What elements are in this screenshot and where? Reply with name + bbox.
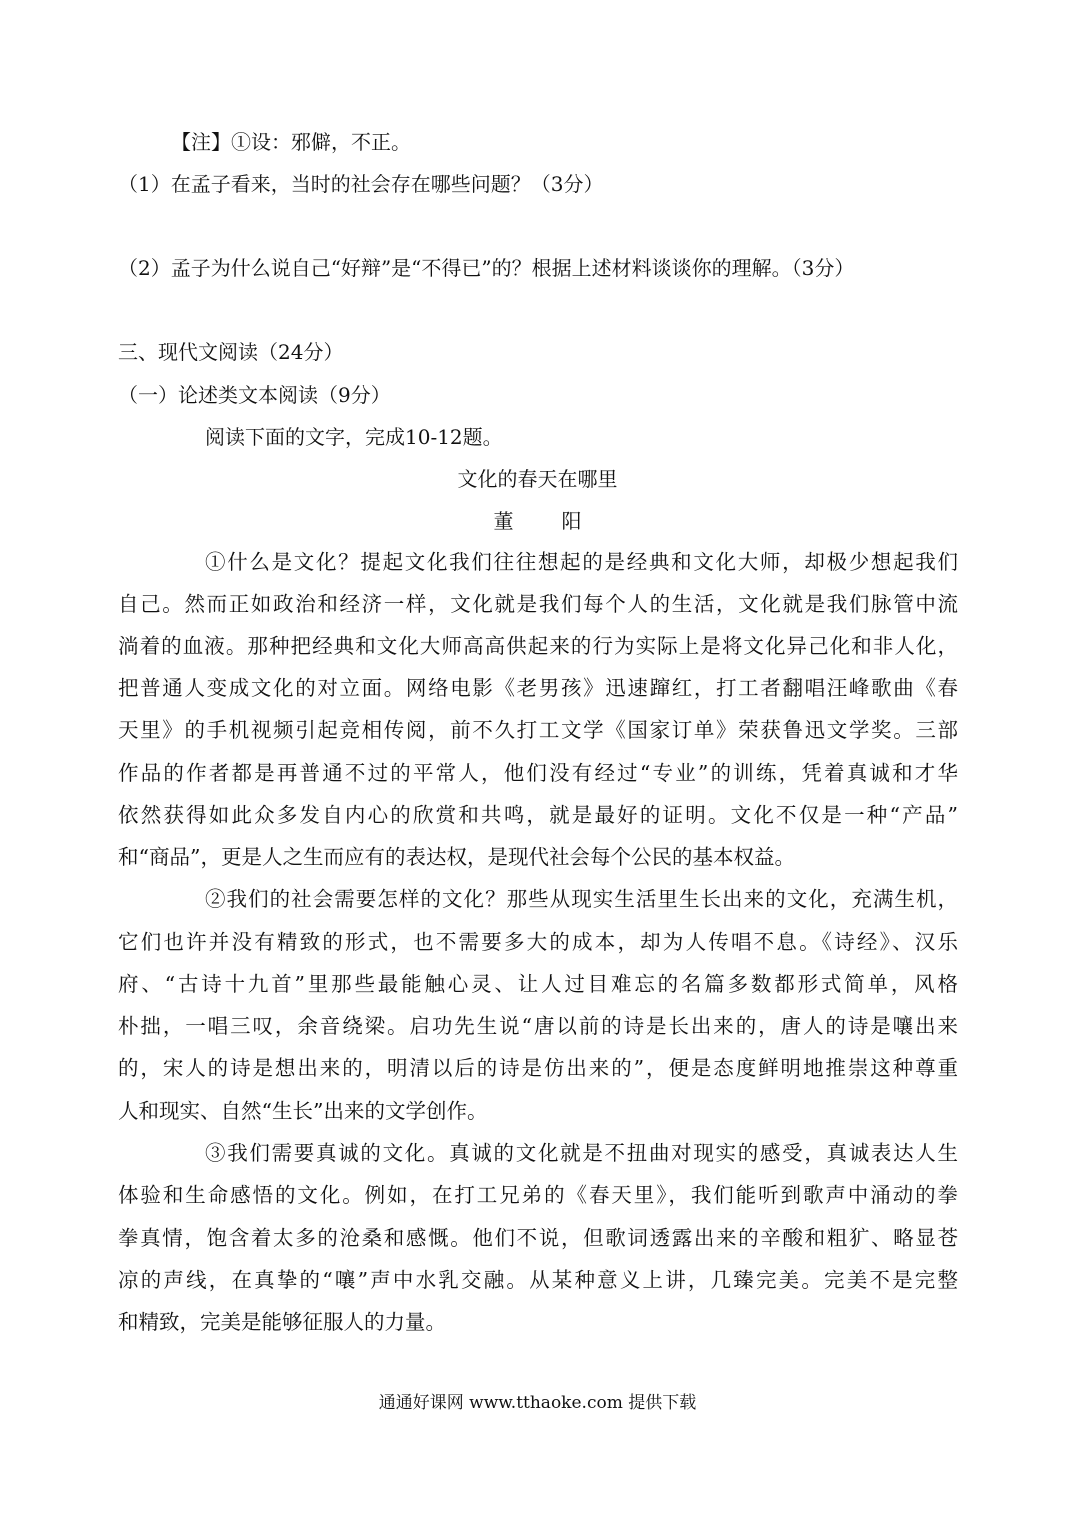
page-footer: 通通好课网 www.tthaoke.com 提供下载 (378, 1393, 697, 1413)
question-2: （2）孟子为什么说自己“好辩”是“不得已”的？根据上述材料谈谈你的理解。（3分） (118, 256, 855, 280)
article-author (0, 509, 1075, 533)
article-title: 文化的春天在哪里 (457, 467, 618, 491)
author-name: 董阳 (493, 509, 630, 533)
paragraph-line: 自己。然而正如政治和经济一样，文化就是我们每个人的生活，文化就是我们脉管中流 (118, 592, 958, 616)
paragraph-line: 和精致，完美是能够征服人的力量。 (118, 1310, 446, 1334)
question-1: （1）在孟子看来，当时的社会存在哪些问题？（3分） (118, 172, 604, 196)
paragraph-line: 的，宋人的诗是想出来的，明清以后的诗是仿出来的”，便是态度鲜明地推崇这种尊重 (118, 1056, 958, 1080)
paragraph-line: ①什么是文化？提起文化我们往往想起的是经典和文化大师，却极少想起我们 (205, 550, 958, 574)
paragraph-line: 淌着的血液。那种把经典和文化大师高高供起来的行为实际上是将文化异己化和非人化， (118, 634, 958, 658)
paragraph-line: 天里》的手机视频引起竞相传阅，前不久打工文学《国家订单》荣获鲁迅文学奖。三部 (118, 718, 958, 742)
annotation-note: 【注】①设：邪僻，不正。 (171, 130, 411, 154)
reading-instruction: 阅读下面的文字，完成10-12题。 (205, 425, 503, 449)
paragraph-line: 它们也许并没有精致的形式，也不需要多大的成本，却为人传唱不息。《诗经》、汉乐 (118, 930, 958, 954)
paragraph-line: 拳真情，饱含着太多的沧桑和感慨。他们不说，但歌词透露出来的辛酸和粗犷、略显苍 (118, 1226, 958, 1250)
paragraph-line: 府、“古诗十九首”里那些最能触心灵、让人过目难忘的名篇多数都形式简单，风格 (118, 972, 958, 996)
paragraph-line: 依然获得如此众多发自内心的欣赏和共鸣，就是最好的证明。文化不仅是一种“产品” (118, 803, 958, 827)
paragraph-line: 和“商品”，更是人之生而应有的表达权，是现代社会每个公民的基本权益。 (118, 845, 795, 869)
paragraph-line: 人和现实、自然“生长”出来的文学创作。 (118, 1099, 488, 1123)
paragraph-line: 体验和生命感悟的文化。例如，在打工兄弟的《春天里》，我们能听到歌声中涌动的拳 (118, 1183, 958, 1207)
subsection-heading: （一）论述类文本阅读（9分） (118, 383, 391, 407)
paragraph-line: 凉的声线，在真挚的“嚷”声中水乳交融。从某种意义上讲，几臻完美。完美不是完整 (118, 1268, 958, 1292)
paragraph-line: ②我们的社会需要怎样的文化？那些从现实生活里生长出来的文化，充满生机， (205, 887, 958, 911)
paragraph-line: ③我们需要真诚的文化。真诚的文化就是不扭曲对现实的感受，真诚表达人生 (205, 1141, 958, 1165)
paragraph-line: 朴拙，一唱三叹，余音绕梁。启功先生说“唐以前的诗是长出来的，唐人的诗是嚷出来 (118, 1014, 958, 1038)
paragraph-line: 作品的作者都是再普通不过的平常人，他们没有经过“专业”的训练，凭着真诚和才华 (118, 761, 958, 785)
section-heading: 三、现代文阅读（24分） (118, 340, 344, 364)
paragraph-line: 把普通人变成文化的对立面。网络电影《老男孩》迅速蹿红，打工者翻唱汪峰歌曲《春 (118, 676, 958, 700)
